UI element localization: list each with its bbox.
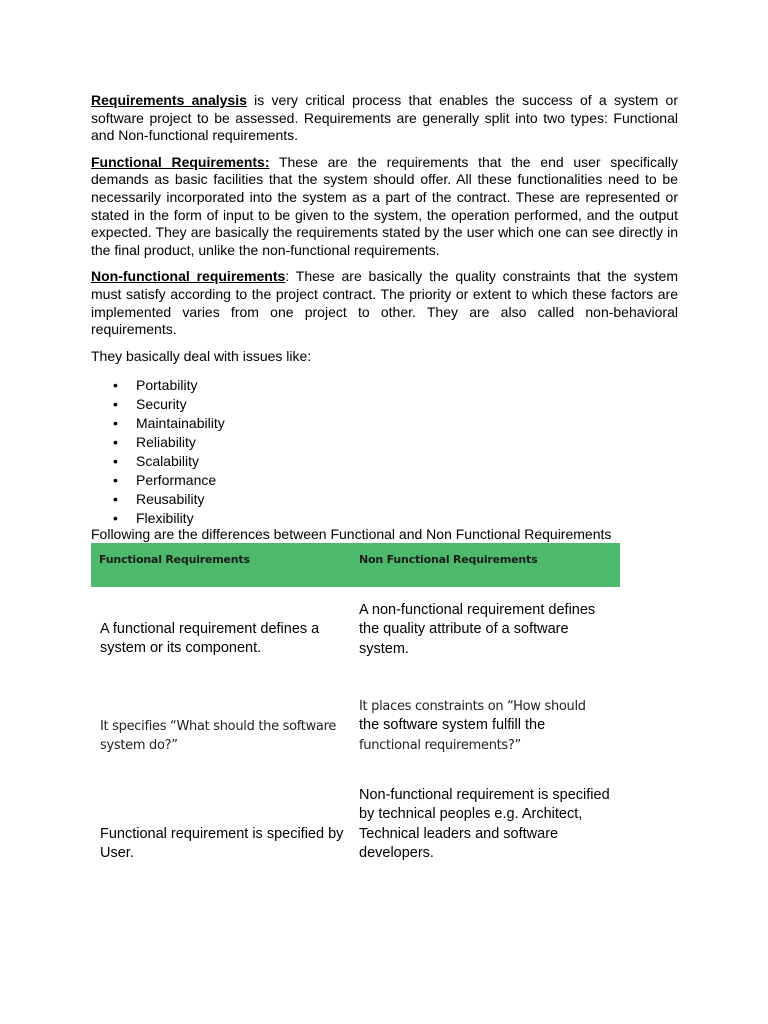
bullet-icon: • — [113, 472, 118, 489]
row3-nonfunctional: Non-functional requirement is specified by technical peoples e.g. Architect, Technical leaders and software developers. — [359, 787, 610, 862]
header-nonfunctional: Non Functional Requirements — [359, 552, 538, 566]
row2-functional: It specifies “What should the software system do?” — [100, 719, 337, 754]
bullet-icon: • — [113, 377, 118, 394]
nonfunctional-text: : These are basically the quality constraints that the system must satisfy according to the project contract. The priority or extent to which these factors are implemented varies from one project to other. They are also called non-behavioral requirements. — [91, 268, 678, 338]
list-item: • Maintainability — [113, 415, 225, 432]
header-functional: Functional Requirements — [99, 552, 250, 566]
table-row — [91, 687, 620, 780]
bullet-icon: • — [113, 510, 118, 527]
issues-list — [91, 376, 678, 528]
bullet-icon: • — [113, 491, 118, 508]
list-item: • Security — [113, 396, 187, 413]
nonfunctional-lead: Non-functional requirements — [91, 268, 286, 285]
list-item: • Reliability — [113, 434, 196, 451]
functional-paragraph — [91, 154, 678, 260]
list-item: • Performance — [113, 472, 217, 489]
row1-functional: A functional requirement defines a system or its component. — [100, 621, 320, 657]
intro-paragraph — [91, 92, 678, 145]
row1-nonfunctional: A non-functional requirement defines the quality attribute of a software system. — [359, 602, 596, 657]
bullet-icon: • — [113, 434, 118, 451]
issues-intro: They basically deal with issues like: — [91, 347, 312, 364]
row3-functional: Functional requirement is specified by User. — [100, 826, 344, 862]
bullet-icon: • — [113, 453, 118, 470]
intro-text: is very critical process that enables the success of a system or software project to be assessed. Requirements are generally split into two types: Functional and Non-functional requirements. — [91, 92, 678, 144]
list-item: • Flexibility — [113, 510, 194, 527]
differences-intro: Following are the differences between Functional and Non Functional Requirements — [91, 526, 612, 543]
list-item: • Reusability — [113, 491, 205, 508]
document-body — [91, 92, 678, 543]
functional-lead: Functional Requirements: — [91, 153, 270, 170]
table-row — [91, 587, 620, 687]
intro-lead: Requirements analysis — [91, 92, 247, 108]
nonfunctional-paragraph — [91, 268, 678, 338]
table-header — [91, 543, 620, 587]
bullet-icon: • — [113, 415, 118, 432]
comparison-table — [91, 543, 620, 880]
list-item: • Scalability — [113, 453, 200, 470]
table-row — [91, 780, 620, 880]
row2-nonfunctional: It places constraints on “How should the software system fulfill the functional requirements?” — [359, 699, 586, 753]
functional-text: These are the requirements that the end user specifically demands as basic facilities that the system should offer. All these functionalities need to be necessarily incorporated into the system as a part of the contract. These are represented or stated in the form of input to be given to the system, the operation performed, and the output expected. They are basically the requirements stated by the user which one can see directly in the final product, unlike the non-functional requirements. — [91, 153, 678, 258]
bullet-icon: • — [113, 396, 118, 413]
list-item: • Portability — [113, 377, 198, 394]
